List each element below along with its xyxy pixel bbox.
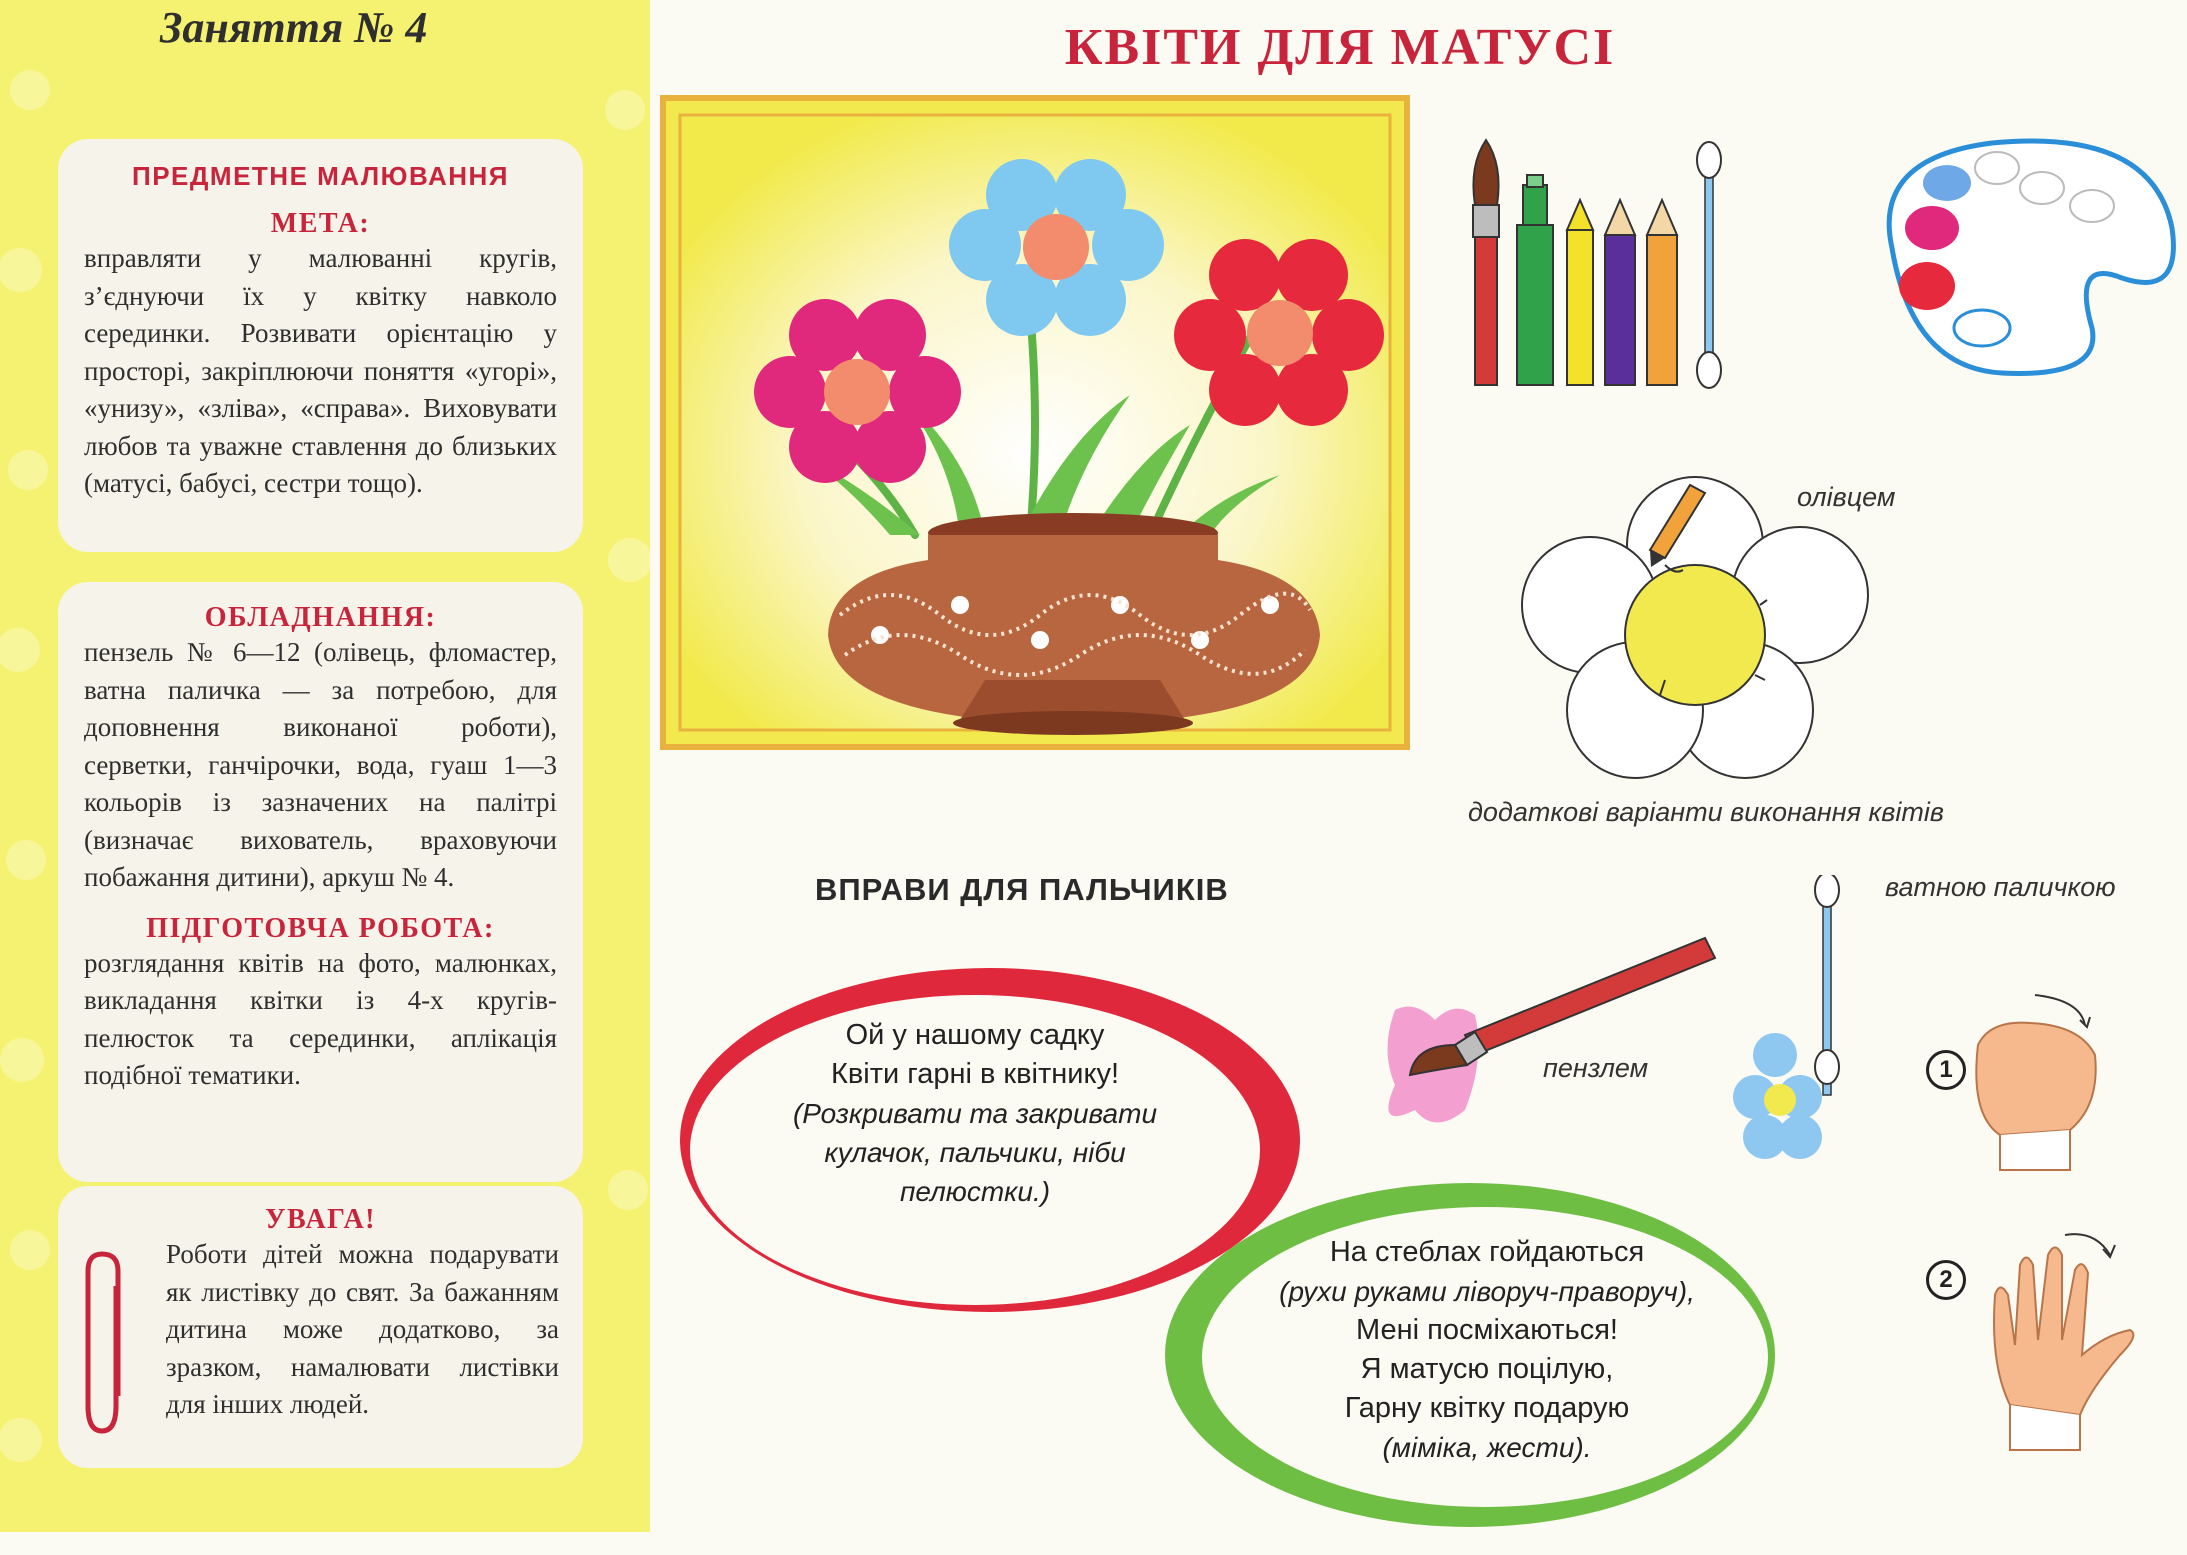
equipment-heading: ОБЛАДНАННЯ:: [204, 602, 437, 633]
exercises-heading: ВПРАВИ ДЛЯ ПАЛЬЧИКІВ: [815, 872, 1229, 907]
palette-icon: [1852, 128, 2187, 388]
poem2-note1: (рухи руками ліворуч-праворуч),: [1279, 1276, 1695, 1307]
open-hand-icon: [1970, 1225, 2170, 1465]
variants-label: додаткові варіанти виконання квітів: [1468, 797, 1944, 827]
poem1-note: (Розкривати та закривати кулачок, пальчики, ніби пелюстки.): [792, 1098, 1158, 1207]
step-2-number: 2: [1939, 1266, 1953, 1293]
poem-second: [1237, 1233, 1737, 1467]
yellow-crayon-icon: [1567, 200, 1593, 385]
page-title: КВІТИ ДЛЯ МАТУСІ: [1064, 19, 1616, 76]
paperclip-icon: [78, 1246, 138, 1446]
brush-icon: [1473, 140, 1499, 385]
pencil-label: олівцем: [1797, 482, 1896, 512]
step-1-number: 1: [1939, 1056, 1953, 1083]
fist-hand-icon: [1960, 985, 2120, 1185]
goal-card: [58, 139, 583, 552]
poem2-line3: Я матусю поцілую,: [1360, 1353, 1614, 1385]
cotton-swab-icon: [1697, 142, 1721, 388]
brush-petal-illustration: [1375, 920, 1735, 1170]
attention-text: Роботи дітей можна подарувати як листівку до свят. За бажанням дитина може додатково, за зразком, намалювати листівки для інших людей.: [166, 1239, 559, 1419]
poem1-line1: Ой у нашому садку: [845, 1019, 1105, 1051]
prep-heading: ПІДГОТОВЧА РОБОТА:: [146, 912, 495, 944]
subject-heading: ПРЕДМЕТНЕ МАЛЮВАННЯ: [132, 161, 509, 191]
attention-heading: УВАГА!: [265, 1204, 376, 1235]
equipment-card: [58, 582, 583, 1182]
poem2-note2: (міміка, жести).: [1382, 1432, 1592, 1463]
cotton-swab-flower-illustration: [1715, 875, 1875, 1175]
flower-vase-picture: [660, 95, 1410, 750]
cotton-label: ватною паличкою: [1885, 872, 2116, 902]
art-tools-icon: [1455, 135, 1785, 395]
attention-card: [58, 1186, 583, 1468]
goal-text: вправляти у малюванні кругів, з’єднуючи їх у квітку навколо серединки. Розвивати орієнтацію у просторі, закріплюючи поняття «угорі», «унизу», «зліва», «справа». Виховувати любов та уважне ставлення до близьких (матусі, бабусі, сестри тощо).: [84, 243, 557, 498]
brush-label: пензлем: [1543, 1053, 1649, 1083]
purple-pencil-icon: [1605, 200, 1635, 385]
equipment-text: пензель № 6—12 (олівець, фломастер, ватна паличка — за потребою, для доповнення виконаної роботи), серветки, ганчірочки, вода, гуаш 1—3 кольорів із зазначених на палітрі (визначає вихователь, враховуючи побажання дитини), аркуш № 4.: [84, 637, 557, 892]
poem2-line1: На стеблах гойдаються: [1329, 1236, 1645, 1268]
sidebar: [0, 0, 650, 1532]
orange-pencil-icon: [1647, 200, 1677, 385]
goal-heading: МЕТА:: [270, 208, 371, 239]
poem1-line2: Квіти гарні в квітнику!: [830, 1058, 1120, 1090]
poem2-line4: Гарну квітку подарую: [1344, 1392, 1630, 1424]
step-2-badge: [1926, 1260, 1966, 1300]
poem2-line2: Мені посміхаються!: [1356, 1314, 1618, 1346]
lesson-number: Заняття № 4: [160, 3, 428, 52]
marker-icon: [1517, 175, 1553, 385]
prep-text: розглядання квітів на фото, малюнках, викладання квітки із 4-х кругів-пелюсток та серединки, аплікація подібної тематики.: [84, 947, 557, 1090]
